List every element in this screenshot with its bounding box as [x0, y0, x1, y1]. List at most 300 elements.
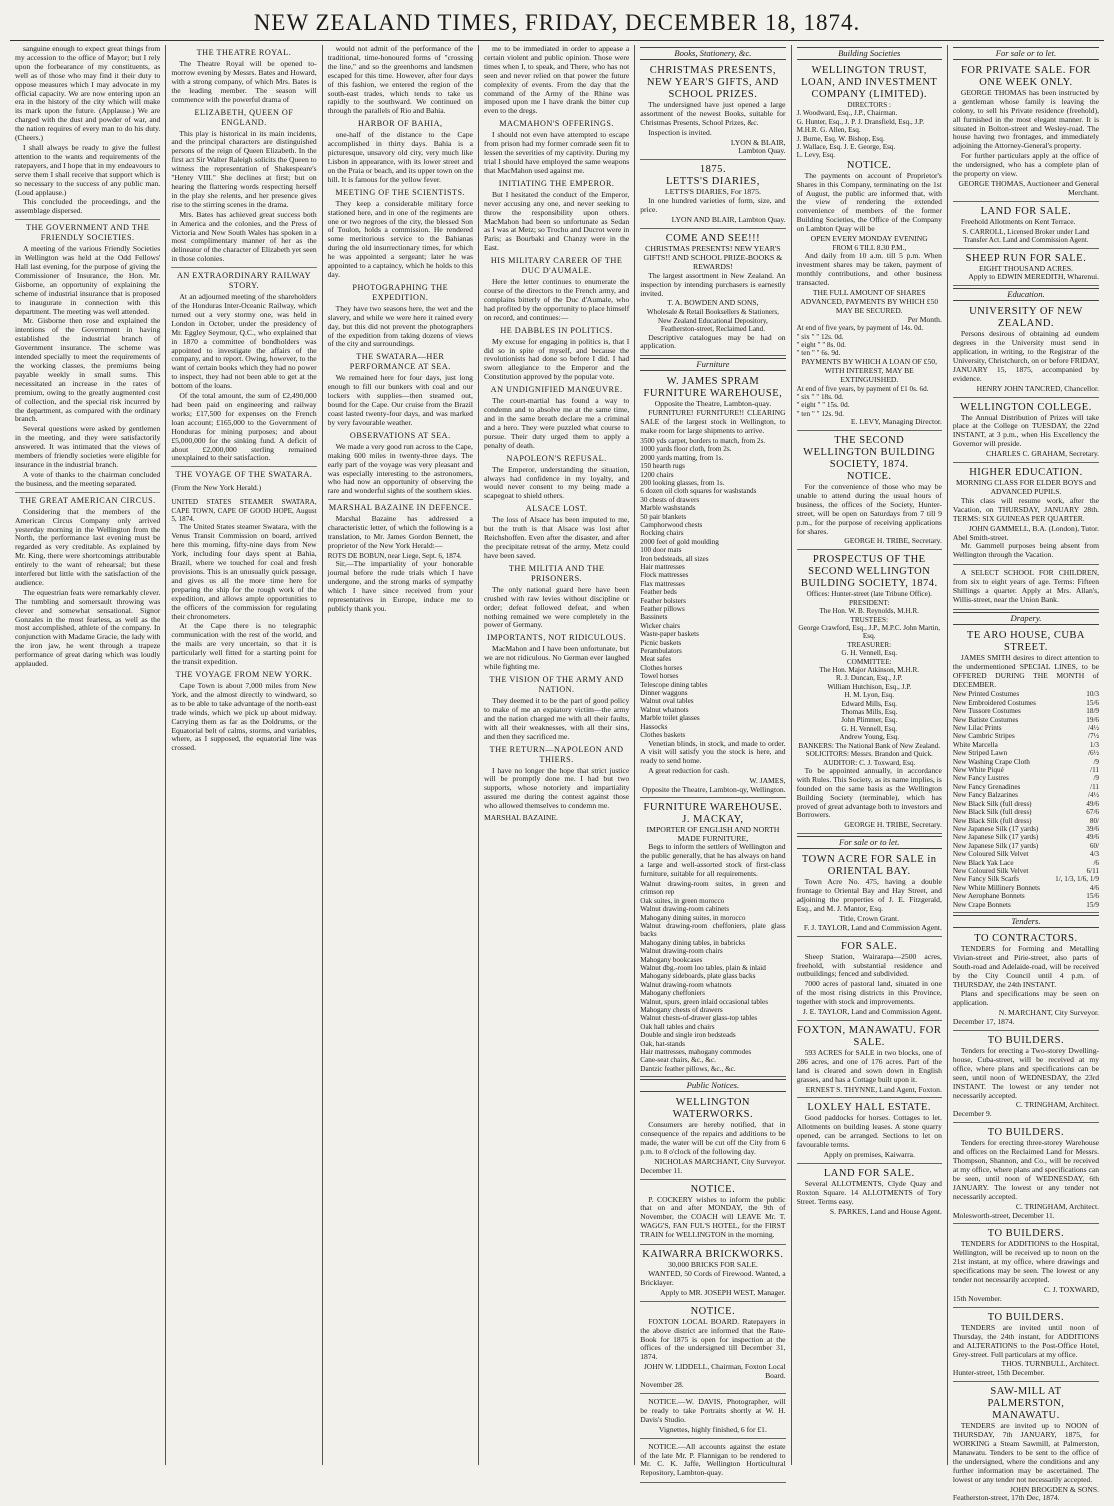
ad-highlight: THE FULL AMOUNT OF SHARES ADVANCED, PAYMENTS BY WHICH £50 MAY BE SECURED.	[800, 288, 939, 315]
advertisement	[797, 552, 942, 834]
advertisement	[953, 465, 1099, 565]
list-item: Edward Mills, Esq.	[841, 699, 897, 708]
ad-rates	[797, 385, 942, 419]
ad-body: Freehold Allotments on Kent Terrace.	[960, 216, 1076, 226]
list-item: Walnut chests-of-drawer glass-top tables	[640, 1014, 758, 1023]
ad-body: TENDERS for Forming and Metalling Vivian-street and Pirie-street, also parts of South-road and Adelaide-road, will be received by the City Council until 4 p.m. of THURSDAY, the 24th INSTANT.	[952, 943, 1100, 989]
price-item: New White Piqué	[952, 766, 1004, 775]
price-value: 6/11	[1086, 866, 1100, 875]
ad-title: LAND FOR SALE.	[980, 205, 1072, 217]
ad-signature: LYON AND BLAIR, Lambton Quay.	[671, 215, 786, 225]
advertisement	[640, 162, 785, 229]
ad-title: TO CONTRACTORS.	[974, 932, 1078, 944]
price-item: New Crape Bonnets	[952, 900, 1011, 909]
ad-body: Town Acre No. 475, having a double frontage to Oriental Bay and Hay Street, and adjoining the properties of J. E. Fitzgerald, Esq., and M. J. Mantor, Esq.	[796, 877, 942, 913]
ad-body: In one hundred varieties of form, size, and price.	[640, 196, 786, 215]
ad-title: FOR PRIVATE SALE. FOR ONE WEEK ONLY.	[960, 64, 1091, 88]
article-text: I should not even have attempted to escape from prison had my former comrade seen fit to lessen the severities of my captivity. During my trial I should have employed the same weapons that MacMahon used against me.	[483, 130, 630, 175]
price-value: 4/6	[1089, 883, 1100, 892]
price-row	[953, 690, 1099, 698]
price-row	[953, 791, 1099, 799]
price-item: New Tussore Costumes	[952, 707, 1021, 716]
price-row	[953, 716, 1099, 724]
advertisement	[797, 1023, 942, 1099]
ad-name: J. MACKAY,	[682, 814, 744, 826]
ad-notice-label: NOTICE.	[846, 471, 892, 483]
ad-person: George Crawford, Esq., J.P., M.P.C. John Martin, Esq.	[798, 624, 941, 641]
price-item: New Fancy Grenadines	[952, 782, 1021, 791]
article-subheading: ALSACE LOST.	[525, 504, 588, 514]
ad-signature: JOHN GAMMELL, B.A. (London), Tutor.	[968, 523, 1100, 533]
advertisement	[953, 1310, 1099, 1382]
ad-signature: S. CARROLL, Licensed Broker under Land Transfer Act. Land and Commission Agent.	[962, 227, 1090, 245]
list-item: G. H. Vennell, Esq.	[841, 724, 897, 733]
list-item: " ten " " 12s. 9d.	[796, 409, 844, 418]
article-text: We made a very good run across to the Cape, making 600 miles in twenty-three days. The early part of the voyage was very pleasant and was especially interesting to the astronomers, who had now an opportunity of observing the rare and wonderful sights of the southern skies.	[327, 441, 473, 496]
article-heading: THE GREAT AMERICAN CIRCUS.	[19, 495, 156, 505]
price-item: New Black Silk (full dress)	[952, 808, 1032, 817]
article-subheading: THE MILITIA AND THE PRISONERS.	[508, 563, 605, 583]
list-item: Walnut, spurs, green inlaid occasional tables	[640, 997, 769, 1006]
ad-body: The payments on account of Proprietor's Shares in this Company, terminating on the 1st of August, the public are informed that, with the view of rendering the extended convenience of members of the former Building Societies, the Office of the Company on Lambton Quay will be	[796, 170, 942, 234]
price-row	[953, 732, 1099, 740]
ad-body: EIGHT THOUSAND ACRES.	[978, 263, 1073, 273]
list-item: William Hutchison, Esq., J.P.	[827, 682, 912, 691]
ad-body: WANTED, 50 Cords of Firewood. Wanted, a Bricklayer.	[640, 1269, 786, 1287]
article-text: They have two seasons here, the wet and the slavery, and while we were here it rained every day, but this did not prevent the photographers of the expedition from taking dozens of views of the city and surroundings.	[327, 303, 473, 349]
ad-body: Sheep Station, Wairarapa—2500 acres, freehold, with substantial residence and outbuildings; fenced and subdivided.	[796, 951, 942, 979]
list-item: Iron bedsteads, all sizes	[640, 554, 709, 563]
ad-title: UNIVERSITY OF NEW ZEALAND.	[969, 306, 1083, 330]
list-item: Hair mattresses, mahogany commodes	[640, 1048, 752, 1056]
price-value: 1/3	[1089, 740, 1100, 749]
price-item: New Aerophane Bonnets	[952, 892, 1025, 901]
advertisement	[953, 628, 1099, 913]
divider	[15, 492, 160, 493]
ad-title: SHEEP RUN FOR SALE.	[965, 252, 1087, 264]
price-item: New Printed Costumes	[952, 690, 1020, 699]
article-text: The only national guard here have been crushed with raw levies without discipline or order; defeat followed defeat, and when nothing remained we were completely in the power of Germany.	[483, 584, 630, 630]
ad-bankers: BANKERS: The National Bank of New Zealand.	[798, 741, 941, 750]
ad-body: And daily from 10 a.m. till 5 p.m. When investment shares may be taken, payment of monthly contributions, and other business transacted.	[796, 251, 942, 288]
list-item: 100 door mats	[640, 546, 682, 555]
advertisement	[953, 63, 1099, 202]
list-item: Clothes horses	[640, 663, 683, 672]
ad-subtitle: MORNING CLASS FOR ELDER BOYS and ADVANCED PUPILS.	[956, 478, 1096, 496]
ad-body: GEORGE THOMAS has been instructed by a gentleman whose family is leaving the colony, to sell his Private residence (freehold), all furnished in the most elegant manner. It is situated in Bolton-street and Wesley-road. The house having two frontages, and immediately adjoining the Attorney-General's property.	[952, 87, 1100, 151]
ad-body: A great reduction for cash.	[648, 766, 730, 776]
article-subheading: OBSERVATIONS AT SEA.	[349, 430, 451, 440]
price-value: 15/6	[1086, 698, 1100, 707]
list-item: Hair mattresses	[640, 562, 685, 571]
ad-solicitors: SOLICITORS: Messrs. Brandon and Quick.	[805, 750, 933, 759]
list-item: Hassocks	[640, 722, 668, 731]
ad-title: TO BUILDERS.	[987, 1228, 1065, 1240]
list-item: G. Hunter, Esq., J. P. J. Dransfield, Esq., J.P.	[796, 117, 925, 126]
price-item: New White Millinery Bonnets	[952, 883, 1040, 892]
ad-address: Lambton Quay.	[738, 146, 786, 156]
article-subheading: IMPORTANTS, NOT RIDICULOUS.	[487, 633, 627, 643]
article-source: (From the New York Herald.)	[171, 483, 262, 493]
price-value: 60/	[1089, 841, 1100, 850]
list-item: Oak hall tables and chairs	[640, 1022, 715, 1031]
list-item: At end of five years, by payment of 14s. 0d.	[796, 324, 924, 333]
price-row	[953, 800, 1099, 808]
price-row	[953, 749, 1099, 757]
ad-signature: Apply to EDWIN MEREDITH, Wharenui.	[968, 272, 1100, 282]
ad-title: KAIWARRA BRICKWORKS.	[642, 1249, 784, 1261]
article-text: MacMahon and I have been unfortunate, but we are not ridiculous. No German ever laughed while fighting me.	[483, 644, 630, 672]
price-list	[953, 690, 1099, 909]
price-row	[953, 875, 1099, 883]
list-item: Marble washstands	[640, 504, 696, 513]
article-text: This concluded the proceedings, and the assemblage dispersed.	[15, 197, 161, 216]
ad-body: This class will resume work, after the Vacation, on THURSDAY, JANUARY 28th. TERMS: SIX GUINEAS PER QUARTER.	[952, 495, 1100, 523]
price-item: New Black Silk (full dress)	[952, 816, 1032, 825]
article-text: At the Cape there is no telegraphic communication with the rest of the world, and the mails are very uncertain, so that it is particularly well fitted for a starting point for the transit expedition.	[171, 621, 317, 667]
price-item: New Black Yak Lace	[952, 858, 1014, 867]
list-item: 2000 feet of gold moulding	[640, 537, 719, 546]
list-item: 3500 yds carpet, borders to match, from 2s.	[640, 436, 766, 445]
list-item: Walnut oval tables	[640, 697, 694, 706]
section-heading: Tenders.	[953, 915, 1099, 928]
section-heading: Drapery.	[953, 612, 1099, 625]
ad-body: Inspection is invited.	[648, 127, 712, 137]
price-row	[953, 884, 1099, 892]
article-text: Cape Town is about 7,000 miles from New York, and the almost directly to windward, so as to be able to take advantage of the north-east trade winds, which we pick up about midway. Carrying them as far as the Doldrums, or the Equatorial belt of calms, storms, and variables, where, as I supposed, the equatorial line was crossed.	[171, 680, 317, 753]
price-item: New Batiste Costumes	[952, 715, 1019, 724]
price-row	[953, 859, 1099, 867]
ad-address: Abel Smith-street.	[952, 532, 1009, 542]
article-text: I shall always be ready to give the fullest attention to the wants and requirements of the ratepayers, and I hope that in my endeavours to serve them I shall receive that support which is so necessary to the success of any public man. (Loud applause.)	[15, 142, 161, 197]
ad-body: A SELECT SCHOOL FOR CHILDREN, from six to eight years of age. Terms: Fifteen Shillings a quarter. Apply at Mrs. Allan's, Willis-street, near the Union Bank.	[952, 568, 1100, 604]
ad-title: TO BUILDERS.	[987, 1127, 1065, 1139]
price-row	[953, 867, 1099, 875]
ad-signature: C. TRINGHAM, Architect.	[1015, 1100, 1100, 1110]
article-subheading: MEETING OF THE SCIENTISTS.	[335, 187, 466, 197]
ad-subtitle: LETTS'S DIARIES, For 1875.	[664, 187, 761, 197]
price-value: 39/6	[1086, 824, 1100, 833]
article-subheading: MACMAHON'S OFFERINGS.	[499, 119, 614, 129]
article-signature: MARSHAL BAZAINE.	[483, 813, 558, 823]
list-item: John Plimmer, Esq.	[841, 716, 898, 725]
ad-body: The largest assortment in New Zealand. An inspection by intending purchasers is earnestly invited.	[640, 270, 786, 298]
ad-signature: F. J. TAYLOR, Land and Commission Agent.	[803, 922, 942, 932]
price-item: New Coloured Silk Velvet	[952, 866, 1029, 875]
article-text: Several questions were asked by gentlemen in the meeting, and they were satisfactorily answered. It was intimated that the views of members of friendly societies were eligible for insurance in the industrial branch.	[15, 424, 161, 469]
ad-highlight: PAYMENTS BY WHICH A LOAN OF £50, WITH INTEREST, MAY BE EXTINGUISHED.	[801, 356, 937, 384]
article-text: But I hesitated the conduct of the Emperor, never accusing any one, and never seeking to throw the responsibility upon others. MacMahon had been so unfortunate as Sedan as I was at Metz; so Trochu and Ducrot were in Paris; as Bourbaki and Chanzy were in the East.	[483, 189, 630, 253]
ad-signature: GEORGE THOMAS, Auctioneer and General Merchant.	[958, 178, 1100, 197]
column-2	[166, 45, 322, 1465]
list-item: Feather bolsters	[640, 596, 686, 605]
price-item: White Marcella	[952, 740, 998, 749]
ad-hours: FROM 6 TILL 8.30 P.M.,	[832, 244, 907, 252]
ad-title: NOTICE.	[690, 1183, 736, 1195]
price-item: New Fancy Lustres	[952, 774, 1009, 783]
advertisement	[640, 1441, 785, 1484]
list-item: " six " " 18s. 0d.	[796, 392, 844, 401]
ad-body: The Annual Distribution of Prizes will take place at the College on TUESDAY, the 22nd INSTANT, at 3 p.m., when His Excellency the Governor will preside.	[952, 412, 1100, 449]
advertisement	[797, 63, 942, 431]
list-item: " ten " " 6s. 9d.	[796, 349, 841, 358]
ad-label: DIRECTORS :	[847, 100, 892, 109]
article-subheading: HARBOR OF BAHIA,	[357, 119, 443, 129]
ad-date: December 17, 1874.	[952, 1017, 1015, 1027]
article-text: Mrs. Bates has achieved great success both in America and the colonies, and the Press of Victoria and New South Wales has spoken in a most complimentary manner of her as the delineator of the character of Elizabeth yet seen in those colonies.	[171, 209, 317, 264]
ad-title: W. JAMES SPRAM FURNITURE WAREHOUSE,	[643, 376, 783, 400]
price-row	[953, 707, 1099, 715]
price-row	[953, 825, 1099, 833]
list-item: Mahogany chests of drawers	[640, 1005, 723, 1014]
price-row	[953, 699, 1099, 707]
list-item: Picnic baskets	[640, 638, 682, 647]
advertisement	[953, 204, 1099, 249]
advertisement	[953, 1033, 1099, 1123]
price-value: /6	[1093, 858, 1100, 867]
ad-body: For further particulars apply at the office of the undersigned, who has a complete plan of the property on view.	[952, 151, 1100, 179]
article-text: Sir,—The impartiality of your honorable journal before the rude trials which I have undergone, and the strong marks of sympathy which I have since received from your representatives in Europe, induce me to publicly thank you.	[327, 559, 473, 613]
price-value: 67/6	[1086, 808, 1100, 817]
ad-body: TENDERS are invited up to NOON of THURSDAY, 7th JANUARY, 1875, for WORKING a Steam Sawmill, at Palmerston, Manawatu. Tenders to be sent to the office of the undersigned, where the conditions and any further information may be ascertained. The lowest or any tender not necessarily accepted.	[952, 1421, 1100, 1484]
ad-signature: HENRY JOHN TANCRED, Chancellor.	[976, 383, 1100, 393]
article-text: They keep a considerable military force stationed here, and in one of the regiments are one or two negroes of the city, the blessed Son of Toulon, holds a commission. He rendered some meritorious service to the Bahianas during the old insurrectionary times, for which he was appointed a sergeant; later he was appointed to a captaincy, which he holds to this day.	[327, 198, 473, 279]
price-item: New Fancy Balzarines	[952, 791, 1018, 800]
ad-address: Molesworth-street, December 11.	[952, 1210, 1055, 1220]
list-item: Walnut whatnots	[640, 705, 689, 714]
ad-signature: N. MARCHANT, City Surveyor.	[998, 1008, 1100, 1018]
price-row	[953, 892, 1099, 900]
ad-date: 15th November.	[952, 1293, 1002, 1303]
column-4	[479, 45, 635, 1465]
ad-body: 593 ACRES for SALE in two blocks, one of 286 acres, and one of 176 acres. Part of the land is cleared and sown down in English grasses, and has a Cottage built upon it.	[796, 1047, 942, 1084]
price-row	[953, 808, 1099, 816]
article-text: The Theatre Royal will be opened to-morrow evening by Messrs. Bates and Howard, with a strong company, of which Mrs. Bates is the leading member. The season will commence with the powerful drama of	[171, 59, 317, 104]
article-heading: THE VOYAGE OF THE SWATARA.	[175, 470, 313, 480]
advertisement	[797, 939, 942, 1021]
article-text: At an adjourned meeting of the shareholders of the Honduras Inter-Oceanic Railway, which turned out a very stormy one, was held in London in October, under the presidency of Mr. Eggley Seymour, Q.C., who explained that in 1870 a committee of bondholders was appointed to investigate the affairs of the company, and to report. Owing, however, to the want of certain books which they had no power to inspect, they had not been able to get at the bottom of the loans.	[171, 292, 317, 391]
ad-address: Featherston-street, 17th Dec, 1874.	[952, 1493, 1060, 1503]
article-text: My excuse for engaging in politics is, that I did so in spite of myself, and because the revolutionists had done so before I did. I had sworn allegiance to the Emperor and the Constitution approved by the popular vote.	[483, 336, 630, 382]
price-value: 80/	[1089, 816, 1100, 825]
price-item: New Japanese Silk (17 yards)	[952, 824, 1039, 833]
price-item: New Japanese Silk (17 yards)	[952, 841, 1039, 850]
article-text: A vote of thanks to the chairman concluded the business, and the meeting separated.	[15, 469, 161, 488]
advertisement	[640, 1247, 785, 1302]
price-row	[953, 758, 1099, 766]
ad-highlight: OPEN EVERY MONDAY EVENING	[810, 234, 928, 244]
advertisement	[953, 1125, 1099, 1224]
price-value: /9	[1093, 774, 1100, 783]
ad-title: FOR SALE.	[841, 940, 898, 952]
list-item: Oak, hat-stands	[640, 1039, 685, 1048]
ad-body: Several ALLOTMENTS, Clyde Quay and Roxton Square. 14 ALLOTMENTS of Tory Street. Terms easy.	[796, 1179, 942, 1206]
advertisement	[953, 1384, 1099, 1506]
list-item: Cane-seat chairs, &c., &c.	[640, 1056, 716, 1065]
ad-body: Persons desirous of obtaining ad eundem degrees in the University must send in application, in writing, to the Registrar of the University, Christchurch, on or before FRIDAY, JANUARY 15, 1875, accompanied by evidence.	[952, 329, 1100, 383]
advertisement	[640, 1396, 785, 1439]
ad-signature: CHARLES C. GRAHAM, Secretary.	[986, 449, 1100, 459]
list-item: Mahogany sideboards, plate glass backs	[640, 972, 756, 981]
advertisement	[640, 231, 785, 356]
advertisement	[953, 931, 1099, 1031]
ad-signature: GEORGE H. TRIBE, Secretary.	[844, 536, 942, 546]
list-item: M.H.R. G. Allen, Esq.	[796, 126, 861, 135]
price-item: New Lilac Prints	[952, 724, 1002, 733]
list-item: Mahogany bookcases	[640, 955, 703, 964]
list-item: L. Levy, Esq.	[796, 151, 836, 160]
price-value: 1/, 1/3, 1/6, 1/9	[1055, 875, 1100, 884]
article-text: They deemed it to be the part of good policy to make of me an expiatory victim—the army and the nation charged me with all their faults, with all their weaknesses, with all their sins, and then they sacrificed me.	[483, 696, 630, 741]
list-item: Wicker chairs	[640, 621, 681, 630]
ad-body: JAMES SMITH desires to direct attention to the undermentioned SPECIAL LINES, to be OFFERED DURING THE MONTH of DECEMBER.	[952, 652, 1100, 689]
ad-title: TE ARO HOUSE, CUBA STREET.	[966, 629, 1085, 653]
ad-body: FOXTON LOCAL BOARD. Ratepayers in the above district are informed that the Rate-Book for 1875 is open for inspection at the offices of the undersigned till December 31, 1874.	[640, 1316, 786, 1362]
list-item: 150 hearth rugs	[640, 462, 685, 471]
advertisement	[797, 433, 942, 550]
ad-signature: JOHN W. LIDDELL, Chairman, Foxton Local Board.	[643, 1362, 786, 1381]
ad-body: To be appointed annually, in accordance with Rules. This Society, as its name implies, is founded on the same basis as the Wellington Building Society (terminable), which has proved of great advantage both to investors and Borrowers.	[796, 765, 942, 820]
list-item: Walnut drawing-room suites, in green and crimson rep	[640, 879, 786, 897]
list-item: H. M. Lyon, Esq.	[844, 691, 895, 700]
ad-item-list	[640, 437, 785, 740]
list-item: Bassinets	[640, 613, 668, 622]
price-item: New Japanese Silk (17 yards)	[952, 833, 1039, 842]
ad-title: NOTICE.	[690, 1305, 736, 1317]
article-heading: AN EXTRAORDINARY RAILWAY STORY.	[176, 271, 311, 291]
ad-address: Wholesale & Retail Booksellers & Stationers, New Zealand Educational Depository, Featherston-street, Reclaimed Land.	[646, 308, 779, 334]
ad-date: December 11.	[640, 1165, 683, 1175]
article-text: Here the letter continues to enumerate the course of the directors to the French army, and complains bitterly of the Duc d'Aumale, who had profited by the opportunity to place himself on record, and continues:—	[483, 277, 630, 322]
list-item: " eight " " 15s. 0d.	[796, 401, 850, 410]
article-text: one-half of the distance to the Cape accomplished in thirty days. Bahia is a picturesque, unsavory old city, very much like Lisbon in appearance, with its lower street and on the Praia or beach, and its upper town on the hill. It is famous for the yellow fever.	[327, 130, 473, 184]
ad-body: 7000 acres of pastoral land, situated in one of the most rising districts in this Province, together with stock and improvements.	[796, 979, 942, 1007]
ad-signature: ERNEST S. THYNNE, Land Agent, Foxton.	[805, 1084, 942, 1094]
price-value: /6½	[1088, 749, 1100, 758]
ad-address: Opposite the Theatre, Lambton-qy, Wellington.	[642, 785, 786, 795]
ad-body: For the convenience of those who may be unable to attend during the usual hours of business, the offices of the Society, Hunter-street, will be open on Saturdays from 7 till 9 p.m., for the purpose of receiving applications for shares.	[796, 482, 942, 536]
price-item: New Washing Crape Cloth	[952, 757, 1030, 766]
ad-body: Tenders for erecting three-storey Warehouse and offices on the Reclaimed Land for Messrs. Thompson, Shannon, and Co., will be received at my office, where plans and specifications can be seen, until noon of WEDNESDAY, 6th JANUARY. The lowest or any tender not necessarily accepted.	[952, 1138, 1100, 1201]
price-value: 18/9	[1086, 707, 1100, 716]
column-1	[10, 45, 166, 1465]
price-row	[953, 850, 1099, 858]
article-heading: THE THEATRE ROYAL.	[196, 48, 292, 57]
list-item: Camphorwood chests	[640, 520, 703, 529]
ad-title: COME AND SEE!!!	[665, 232, 761, 244]
list-item: Walnut drawing-room cabinets	[640, 905, 730, 914]
ad-body: Consumers are hereby notified, that in consequence of the repairs and additions to be made, the water will be cut off the City from 6 p.m. to 8 o'clock of the following day.	[640, 1120, 786, 1156]
advertisement	[797, 1166, 942, 1220]
ad-title: CHRISTMAS PRESENTS, NEW YEAR'S GIFTS, AND SCHOOL PRIZES.	[646, 64, 779, 100]
section-heading: Furniture	[640, 358, 785, 371]
advertisement	[640, 800, 785, 1077]
ad-body: Begs to inform the settlers of Wellington and the public generally, that he has always on hand a large and well-assorted stock of first-class furniture, suitable for all requirements.	[640, 842, 786, 878]
list-item: Double and single iron bedsteads	[640, 1031, 736, 1040]
ad-body: P. COCKERY wishes to inform the public that on and after MONDAY, the 9th of November, the COACH will LEAVE Mr. T. WAGG'S, FAN FUL'S HOTEL, for the FIRST TRAIN for WELLINGTON in the morning.	[640, 1194, 786, 1240]
ad-signature: E. LEVY, Managing Director.	[850, 417, 942, 427]
advertisement	[640, 1304, 785, 1394]
price-row	[953, 833, 1099, 841]
ad-signature: LYON & BLAIR,	[730, 137, 786, 147]
ad-body: Descriptive catalogues may be had on application.	[640, 332, 786, 351]
article-subheading: PHOTOGRAPHING THE EXPEDITION.	[352, 282, 449, 302]
ad-label: Per Month.	[907, 314, 942, 324]
list-item: J. Burne, Esq. W. Bishop, Esq.	[796, 134, 885, 143]
article-text: me to be immediated in order to appease a certain violent and public opinion. Those were times when I, to speak, and There, who has not seen and never relied on that power the future complexity of events. From the day that the command of the Army of the Rhine was imposed upon me I have drank the bitter cup even to the dregs.	[483, 44, 630, 116]
section-heading: Public Notices.	[640, 1079, 785, 1092]
article-text: Marshal Bazaine has addressed a characteristic letter, of which the following is a translation, to Mr. James Gordon Bennett, the proprietor of the New York Herald:—	[327, 514, 473, 550]
ad-offices: Offices: Hunter-street (late Tribune Office).	[806, 590, 932, 599]
ad-title: SAW-MILL AT PALMERSTON, MANAWATU.	[987, 1386, 1065, 1422]
advertisement	[953, 1226, 1099, 1307]
list-item: R. J. Duncan, Esq., J.P.	[835, 674, 903, 683]
article-text: We remained here for four days, just long enough to fill our bunkers with coal and our lockers with supplies—then steamed out, bound for the Cape. Our cruise from the Brazil coast lasted twenty-four days, and was marked by very favourable weather.	[327, 373, 473, 427]
list-item: Dinner waggons	[640, 689, 688, 698]
ad-body: The undersigned have just opened a large assortment of the newest Books, suitable for Christmas Presents, School Prizes, &c.	[640, 99, 786, 127]
list-item: Marble toilet glasses	[640, 714, 700, 723]
list-item: Walnut dbg.-room loo tables, plain & inlaid	[640, 963, 766, 972]
ad-body: NOTICE.—W. DAVIS, Photographer, will be ready to take Portraits shortly at W. H. Davis's Studio.	[640, 1396, 786, 1424]
list-item: Rocking chairs	[640, 529, 684, 538]
price-value: 19/6	[1086, 715, 1100, 724]
advertisement	[640, 1182, 785, 1246]
list-item: Walnut drawing-room chairs	[640, 947, 723, 956]
ad-date: November 28.	[640, 1380, 684, 1390]
ad-label: PRESIDENT:	[849, 598, 890, 607]
article-text: The equestrian feats were remarkably clever. The tumbling and somersault throwing was clever and somewhat sensational. Signor Gonzales in the most fearless, as well as the most accomplished, athlete of the company. In conjunction with Madame Gracie, the lady with the iron jaw, he went through a trapeze performance of great daring which was loudly applauded.	[15, 587, 161, 669]
article-text: The United States steamer Swatara, with the Venus Transit Commission on board, arrived here this morning, fifty-nine days from New York, including four days spent at Bahia, Brazil, where we touched for coal and fresh provisions. This is an unusually quick passage, and gives us all the more time here for preparing the ship for the rough work of the expedition, and allows ample opportunities to the officers of the commission for regulating their chronometers.	[171, 522, 317, 621]
ad-body: FURNITURE! FURNITURE!! CLEARING SALE of the largest stock in Wellington, to make room for large shipments to arrive.	[640, 408, 786, 435]
ad-signature: S. PARKES, Land and House Agent.	[829, 1206, 942, 1216]
ad-title: WELLINGTON WATERWORKS.	[672, 1097, 754, 1121]
ad-body: Plans and specifications may be seen on application.	[952, 989, 1100, 1008]
ad-signature: GEORGE H. TRIBE, Secretary.	[844, 820, 942, 830]
price-value: /4½	[1088, 791, 1100, 800]
list-item: Feather pillows	[640, 605, 685, 613]
price-row	[953, 774, 1099, 782]
list-item: 1200 chairs	[640, 470, 674, 479]
price-value: /9	[1093, 757, 1100, 766]
column-5	[635, 45, 791, 1478]
advertisement	[640, 374, 785, 798]
ad-body: Venetian blinds, in stock, and made to order. A visit will satisfy you the stock is here, and ready to send home.	[640, 738, 786, 766]
price-value: 15/6	[1086, 892, 1100, 901]
list-item: 200 looking glasses, from 1s.	[640, 478, 725, 487]
ad-title: PROSPECTUS OF THE SECOND WELLINGTON BUILDING SOCIETY, 1874.	[800, 554, 938, 590]
article-dateline: ROTS DE BOBUN, near Liege, Sept. 6, 1874.	[327, 551, 462, 560]
article-subheading: THE SWATARA—HER PERFORMANCE AT SEA.	[349, 352, 451, 372]
price-item: New Coloured Silk Velvet	[952, 850, 1029, 859]
article-text: A meeting of the various Friendly Societies in Wellington was held at the Odd Fellows' Hall last evening, for the purpose of giving the Commissioner of Insurance, the Hon. Mr. Gisborne, an opportunity of explaining the scheme of industrial insurance that is proposed to inaugurate in connection with this department. The meeting was well attended.	[15, 244, 161, 316]
list-item: Oak suites, in green morocco	[640, 896, 725, 905]
price-item: New Cambric Stripes	[952, 732, 1015, 741]
section-heading: Education.	[953, 288, 1099, 301]
article-subheading: AN UNDIGNIFIED MANŒUVRE.	[490, 385, 623, 395]
article-subheading: THE VISION OF THE ARMY AND NATION.	[489, 675, 624, 695]
ad-title: WELLINGTON TRUST, LOAN, AND INVESTMENT COMPANY (LIMITED).	[801, 64, 938, 100]
list-item: Towel horses	[640, 672, 679, 681]
advertisement	[953, 567, 1099, 610]
ad-body: Vignettes, highly finished, 6 for £1.	[658, 1424, 767, 1434]
column-6	[792, 45, 948, 1465]
list-item: 50 pair blankets	[640, 512, 687, 521]
list-item: Walnut drawing-room whatnots	[640, 980, 732, 989]
list-item: Dantzic feather pillows, &c., &c.	[640, 1064, 736, 1073]
article-text: Mr. Gisborne then rose and explained the intentions of the Government in having established the industrial branch of Government insurance. The scheme was intended specially to meet the requirements of the working classes, the premiums being payable weekly in small sums. This necessitated an increase in the rates of premium, owing to the greatly augmented cost of collection, and the special risk incurred by the department, as compared with the ordinary branch.	[15, 316, 161, 424]
advertisement	[640, 1095, 785, 1179]
section-heading: Books, Stationery, &c.	[640, 47, 785, 60]
